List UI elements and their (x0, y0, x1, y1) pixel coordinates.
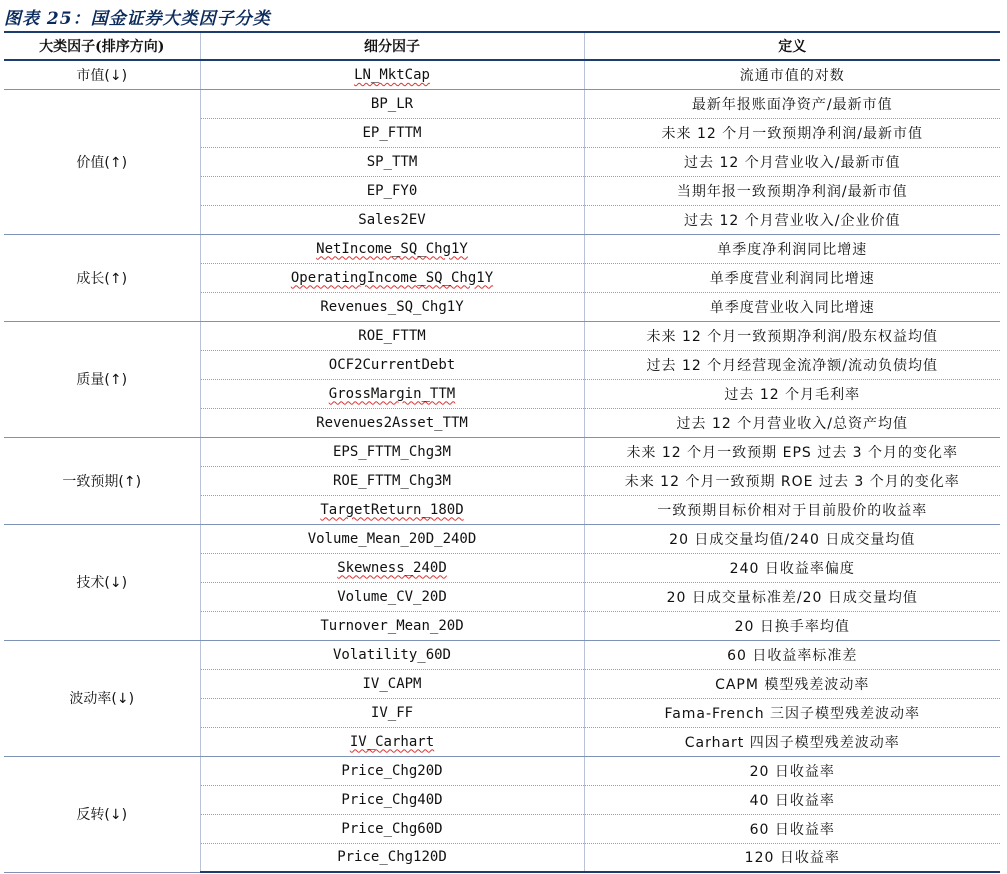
factor-cell (200, 843, 584, 872)
definition-cell: 过去 12 个月经营现金流净额/流动负债均值 (584, 350, 1000, 379)
factor-cell (200, 466, 584, 495)
header-category: 大类因子(排序方向) (4, 32, 200, 60)
table-row (4, 234, 1000, 263)
definition-cell: 240 日收益率偏度 (584, 553, 1000, 582)
table-row (4, 89, 1000, 118)
category-cell: 质量(↑) (4, 321, 200, 437)
table-row (4, 640, 1000, 669)
factor-name: EPS_FTTM_Chg3M (332, 443, 451, 460)
definition-cell: 未来 12 个月一致预期 ROE 过去 3 个月的变化率 (584, 466, 1000, 495)
factor-name: Revenues2Asset_TTM (316, 414, 468, 431)
factor-cell (200, 321, 584, 350)
table-row (4, 524, 1000, 553)
factor-name: Volatility_60D (332, 646, 451, 663)
table-row (4, 437, 1000, 466)
factor-cell (200, 582, 584, 611)
factor-cell (200, 698, 584, 727)
factor-name: OperatingIncome_SQ_Chg1Y (290, 269, 494, 286)
factor-name: Volume_CV_20D (337, 588, 447, 605)
definition-cell: Carhart 四因子模型残差波动率 (584, 727, 1000, 756)
definition-cell: 最新年报账面净资产/最新市值 (584, 89, 1000, 118)
definition-cell: 20 日成交量标准差/20 日成交量均值 (584, 582, 1000, 611)
header-factor: 细分因子 (200, 32, 584, 60)
table-body (4, 60, 1000, 872)
factor-cell (200, 89, 584, 118)
definition-cell: Fama-French 三因子模型残差波动率 (584, 698, 1000, 727)
definition-cell: 未来 12 个月一致预期净利润/股东权益均值 (584, 321, 1000, 350)
factor-cell (200, 756, 584, 785)
definition-cell: 20 日成交量均值/240 日成交量均值 (584, 524, 1000, 553)
definition-cell: 过去 12 个月营业收入/总资产均值 (584, 408, 1000, 437)
factor-name: Volume_Mean_20D_240D (307, 530, 477, 547)
definition-cell: 流通市值的对数 (584, 60, 1000, 89)
category-cell: 反转(↓) (4, 756, 200, 872)
factor-cell (200, 60, 584, 89)
factor-name: GrossMargin_TTM (328, 385, 456, 402)
factor-cell (200, 205, 584, 234)
table-row (4, 321, 1000, 350)
definition-cell: 20 日换手率均值 (584, 611, 1000, 640)
definition-cell: 40 日收益率 (584, 785, 1000, 814)
definition-cell: 未来 12 个月一致预期 EPS 过去 3 个月的变化率 (584, 437, 1000, 466)
definition-cell: 过去 12 个月毛利率 (584, 379, 1000, 408)
factor-name: BP_LR (370, 95, 414, 112)
factor-cell (200, 727, 584, 756)
factor-name: SP_TTM (366, 153, 418, 170)
definition-cell: 未来 12 个月一致预期净利润/最新市值 (584, 118, 1000, 147)
definition-cell: CAPM 模型残差波动率 (584, 669, 1000, 698)
factor-name: ROE_FTTM_Chg3M (332, 472, 451, 489)
category-cell: 市值(↓) (4, 60, 200, 89)
factor-cell (200, 379, 584, 408)
factor-cell (200, 176, 584, 205)
table-row (4, 60, 1000, 89)
definition-cell: 60 日收益率 (584, 814, 1000, 843)
factor-cell (200, 234, 584, 263)
definition-cell: 过去 12 个月营业收入/最新市值 (584, 147, 1000, 176)
factor-cell (200, 524, 584, 553)
category-cell: 一致预期(↑) (4, 437, 200, 524)
factor-cell (200, 814, 584, 843)
factor-cell (200, 350, 584, 379)
category-cell: 技术(↓) (4, 524, 200, 640)
factor-cell (200, 263, 584, 292)
factor-name: Skewness_240D (337, 559, 447, 576)
factor-cell (200, 292, 584, 321)
factor-cell (200, 553, 584, 582)
factor-name: NetIncome_SQ_Chg1Y (316, 240, 468, 257)
factor-name: OCF2CurrentDebt (328, 356, 456, 373)
definition-cell: 过去 12 个月营业收入/企业价值 (584, 205, 1000, 234)
definition-cell: 单季度营业利润同比增速 (584, 263, 1000, 292)
definition-cell: 单季度净利润同比增速 (584, 234, 1000, 263)
factor-cell (200, 640, 584, 669)
factor-cell (200, 147, 584, 176)
definition-cell: 120 日收益率 (584, 843, 1000, 872)
category-cell: 价值(↑) (4, 89, 200, 234)
factor-cell (200, 495, 584, 524)
factor-name: ROE_FTTM (358, 327, 426, 344)
factor-cell (200, 669, 584, 698)
factor-name: Revenues_SQ_Chg1Y (320, 298, 464, 315)
table-row (4, 756, 1000, 785)
definition-cell: 20 日收益率 (584, 756, 1000, 785)
category-cell: 波动率(↓) (4, 640, 200, 756)
factor-name: IV_CAPM (362, 675, 422, 692)
category-cell: 成长(↑) (4, 234, 200, 321)
definition-cell: 60 日收益率标准差 (584, 640, 1000, 669)
definition-cell: 当期年报一致预期净利润/最新市值 (584, 176, 1000, 205)
factor-name: LN_MktCap (354, 66, 430, 83)
header-definition: 定义 (584, 32, 1000, 60)
factor-name: IV_FF (370, 704, 414, 721)
factor-table (4, 31, 1000, 873)
factor-name: IV_Carhart (349, 733, 435, 750)
factor-name: EP_FTTM (362, 124, 422, 141)
factor-cell (200, 408, 584, 437)
factor-name: Price_Chg120D (337, 849, 447, 866)
factor-name: Price_Chg20D (341, 762, 443, 779)
factor-name: Price_Chg60D (341, 820, 443, 837)
factor-name: Turnover_Mean_20D (320, 617, 464, 634)
definition-cell: 一致预期目标价相对于目前股价的收益率 (584, 495, 1000, 524)
definition-cell: 单季度营业收入同比增速 (584, 292, 1000, 321)
factor-cell (200, 118, 584, 147)
factor-cell (200, 785, 584, 814)
factor-name: Price_Chg40D (341, 791, 443, 808)
factor-cell (200, 437, 584, 466)
factor-name: EP_FY0 (366, 182, 418, 199)
factor-cell (200, 611, 584, 640)
factor-name: Sales2EV (358, 211, 426, 228)
table-caption: 图表 25：国金证券大类因子分类 (4, 9, 271, 29)
factor-name: TargetReturn_180D (320, 501, 464, 518)
table-header-row (4, 32, 1000, 60)
